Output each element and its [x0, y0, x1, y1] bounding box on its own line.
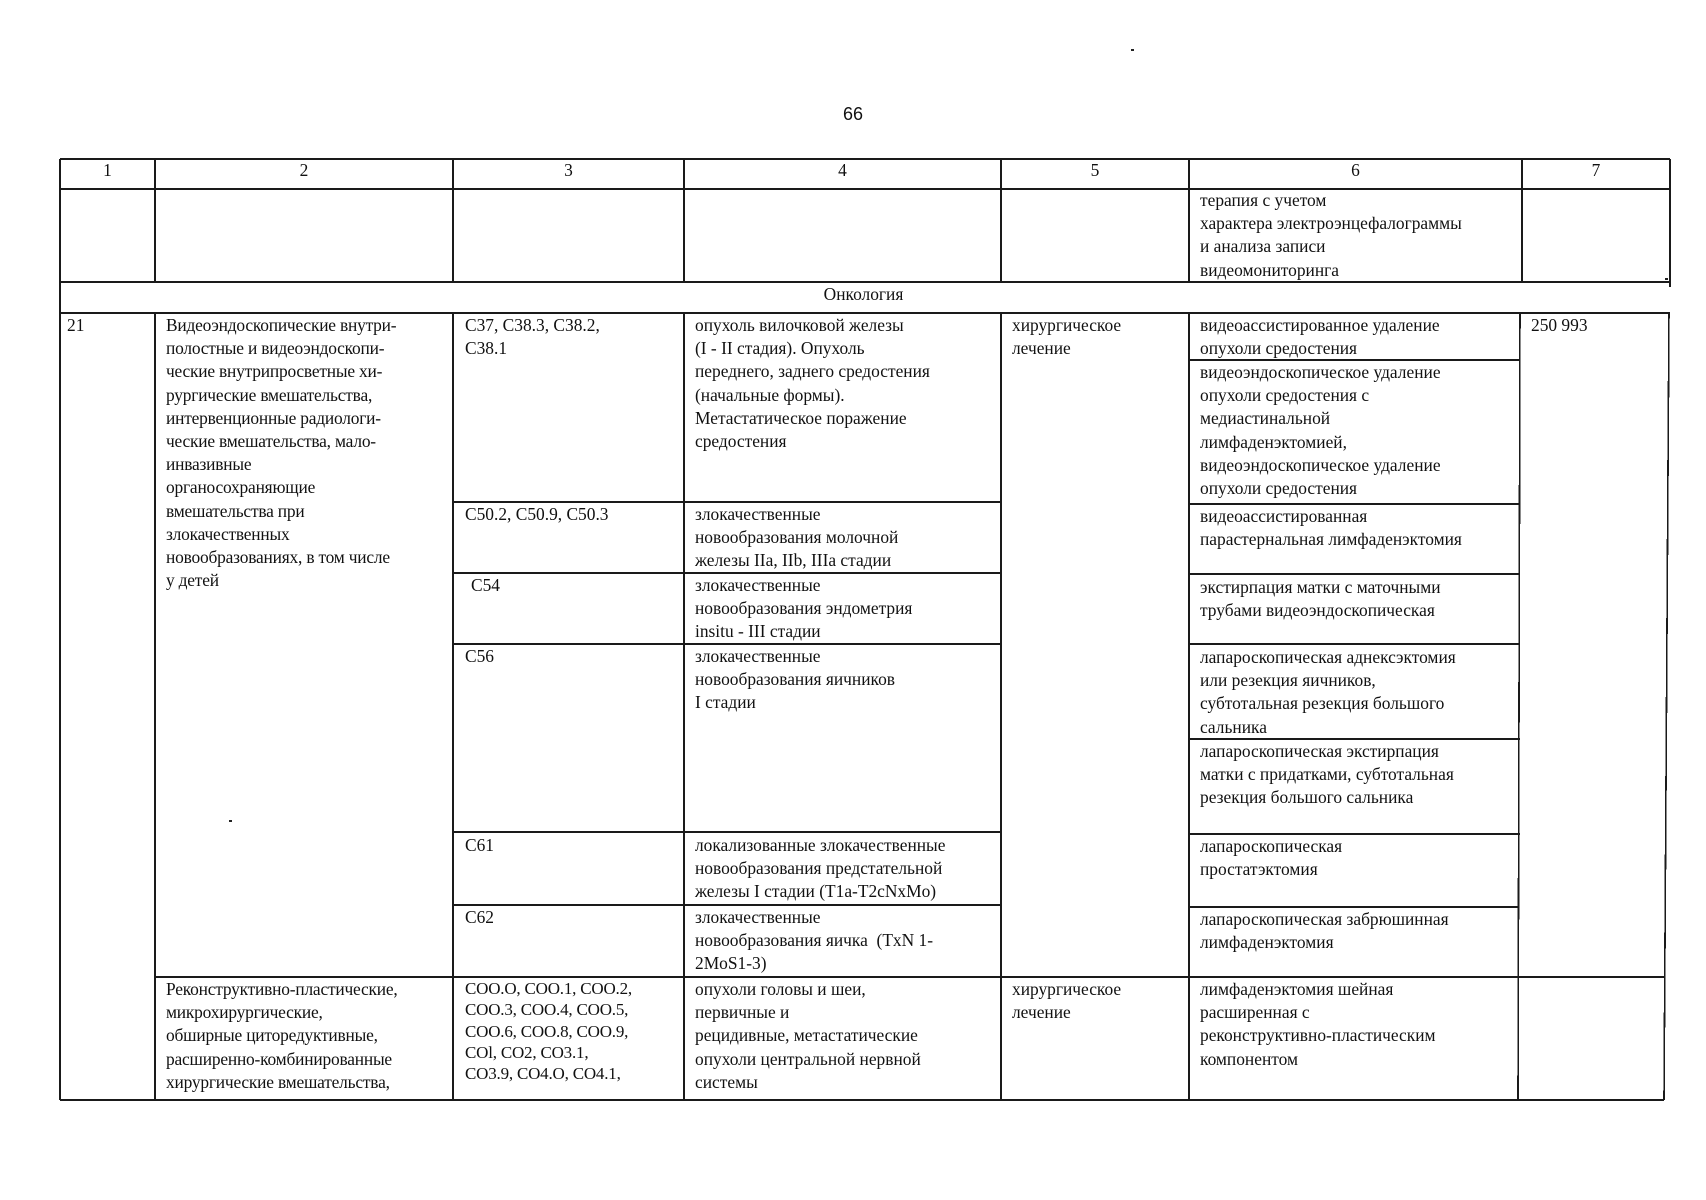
icd-codes: C62	[465, 907, 494, 927]
page-number: 66	[842, 104, 864, 124]
method: лапароскопическая экстирпация матки с придатками, субтотальная резекция большого сальника	[1200, 741, 1454, 808]
diagnosis: локализованные злокачественные новообразования предстательной железы I стадии (T1a-T2cNxMo)	[695, 835, 946, 902]
method: лапароскопическая простатэктомия	[1200, 836, 1343, 880]
scan-mark	[1665, 278, 1668, 280]
column-header-3: 3	[564, 160, 573, 180]
column-header-2: 2	[299, 160, 309, 180]
diagnosis: злокачественные новообразования яичка (TxN 1- 2MoS1-3)	[695, 907, 934, 974]
icd-codes: C54	[471, 575, 500, 595]
diagnosis: злокачественные новообразования молочной железы IIa, IIb, IIIa стадии	[695, 504, 899, 571]
procedure-group-name: Реконструктивно-пластические, микрохирургические, обширные циторедуктивные, расширенно-комбинированные хирургические вмешательства,	[166, 979, 398, 1092]
icd-codes: C50.2, C50.9, C50.3	[465, 504, 609, 524]
column-header-4: 4	[838, 160, 847, 180]
diagnosis: опухоли головы и шеи, первичные и рецидивные, метастатические опухоли центральной нервной системы	[695, 979, 921, 1092]
treatment-type: хирургическое лечение	[1012, 315, 1122, 359]
icd-codes: C61	[465, 835, 494, 855]
method: лапароскопическая аднексэктомия или резекция яичников, субтотальная резекция большого сальника	[1200, 647, 1456, 737]
continued-method-text: терапия с учетом характера электроэнцефалограммы и анализа записи видеомониторинга	[1200, 190, 1462, 280]
scan-mark	[1131, 49, 1134, 51]
scan-mark	[229, 820, 232, 822]
treatment-type: хирургическое лечение	[1012, 979, 1122, 1023]
column-header-5: 5	[1090, 160, 1100, 180]
row-number: 21	[67, 315, 85, 335]
icd-codes: C56	[465, 646, 494, 666]
section-title: Онкология	[823, 284, 904, 304]
diagnosis: злокачественные новообразования яичников I стадии	[695, 646, 896, 713]
icd-codes: COO.O, COO.1, COO.2, COO.3, COO.4, COO.5, COO.6, COO.8, COO.9, COl, CO2, CO3.1, CO3.9, CO4.O, CO4.1,	[465, 979, 632, 1084]
method: экстирпация матки с маточными трубами видеоэндоскопическая	[1200, 577, 1441, 621]
method: лапароскопическая забрюшинная лимфаденэктомия	[1200, 909, 1449, 953]
column-header-6: 6	[1351, 160, 1360, 180]
diagnosis: опухоль вилочковой железы (I - II стадия). Опухоль переднего, заднего средостения (начальные формы). Метастатическое поражение средостения	[695, 315, 930, 452]
diagnosis: злокачественные новообразования эндометрия insitu - III стадии	[695, 575, 913, 642]
method: видеоассистированное удаление опухоли средостения	[1200, 315, 1440, 359]
cost-value: 250 993	[1531, 315, 1588, 335]
method: видеоассистированная парастернальная лимфаденэктомия	[1200, 506, 1462, 550]
method: лимфаденэктомия шейная расширенная с реконструктивно-пластическим компонентом	[1200, 979, 1436, 1069]
column-header-7: 7	[1591, 160, 1601, 180]
procedure-group-name: Видеоэндоскопические внутри- полостные и видеоэндоскопи- ческие внутрипросветные хи- рургические вмешательства, интервенционные радиологи- ческие вмешательства, мало- инвазивные органосохраняющие вмешательства при злокачественных новообразованиях, в том числе у детей	[166, 315, 397, 591]
method: видеоэндоскопическое удаление опухоли средостения с медиастинальной лимфаденэктомией, видеоэндоскопическое удаление опухоли средостения	[1200, 362, 1441, 499]
icd-codes: C37, C38.3, C38.2, C38.1	[465, 315, 600, 359]
column-header-1: 1	[103, 160, 112, 180]
